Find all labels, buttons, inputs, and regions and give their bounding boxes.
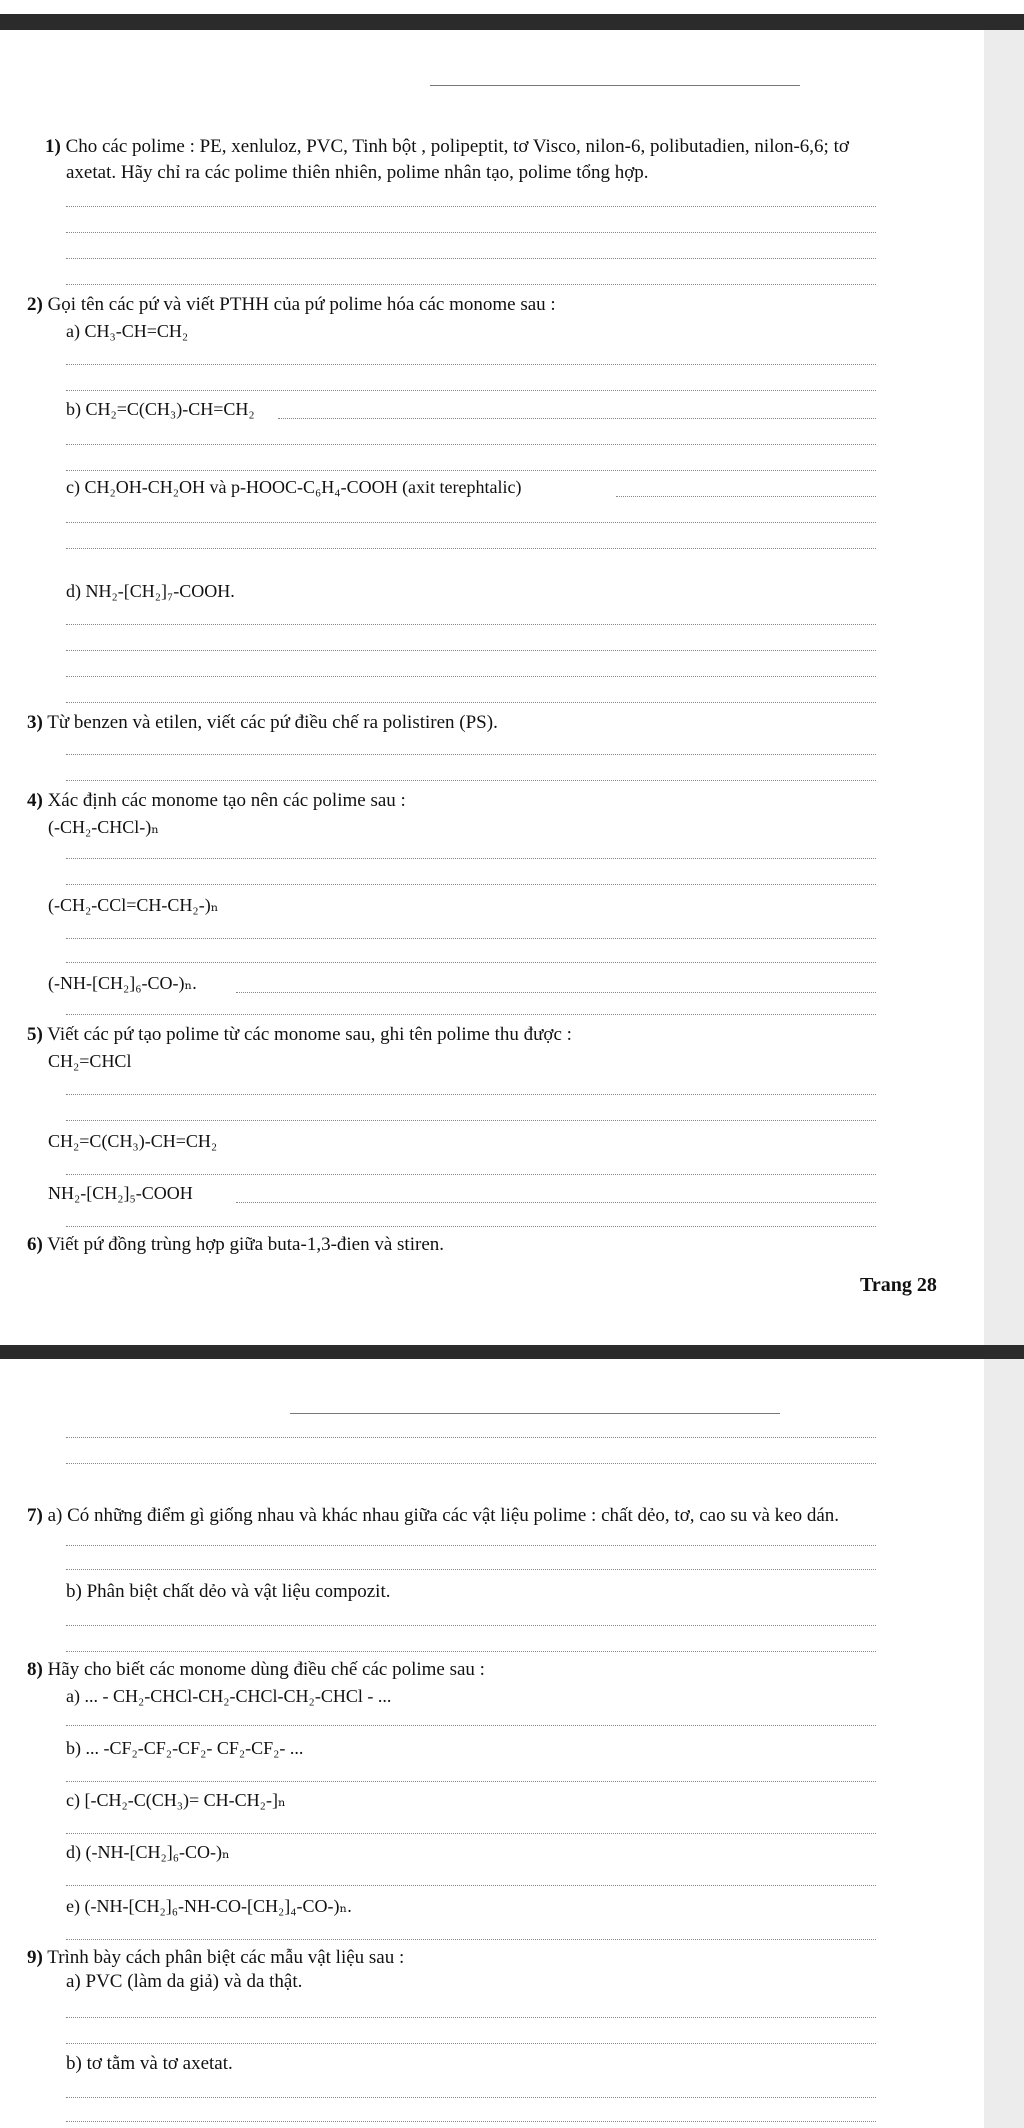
q4-item-c: (-NH-[CH₂]₆-CO-)ₙ. [48,973,197,993]
q4-item-b: (-CH₂-CCl=CH-CH₂-)ₙ [48,895,219,915]
answer-line [66,1569,876,1570]
page-number-footer: Trang 28 [860,1274,937,1296]
top-scan-edge [0,14,1024,30]
q9-item-b: b) tơ tằm và tơ axetat. [66,2053,233,2074]
q7-item-b: b) Phân biệt chất dẻo và vật liệu compozit. [66,1581,391,1602]
answer-line [66,1174,876,1175]
answer-line [616,496,876,497]
header-rule [290,1413,780,1414]
answer-line [66,938,876,939]
answer-line [66,2121,876,2122]
question-number: 2) [27,294,43,315]
answer-line [66,962,876,963]
answer-line [66,1226,876,1227]
question-7 [27,1505,839,1527]
scan-shadow-right [984,30,1024,1345]
answer-line [66,284,876,285]
q5-item-c: NH₂-[CH₂]₅-COOH [48,1183,193,1203]
answer-line [66,1725,876,1726]
q2-item-a: a) CH₃-CH=CH₂ [66,321,189,341]
answer-line [66,470,876,471]
q8-item-d: d) (-NH-[CH₂]₆-CO-)ₙ [66,1842,230,1862]
question-5 [27,1024,572,1046]
answer-line [66,232,876,233]
q8-item-e: e) (-NH-[CH₂]₆-NH-CO-[CH₂]₄-CO-)ₙ. [66,1896,352,1916]
header-rule [430,85,800,86]
question-text: Xác định các monome tạo nên các polime sau : [47,790,406,811]
answer-line [66,1094,876,1095]
question-2 [27,294,556,316]
page-separator-edge [0,1345,1024,1359]
answer-line [66,676,876,677]
answer-line [278,418,876,419]
answer-line [66,522,876,523]
question-8 [27,1659,485,1681]
question-number: 3) [27,712,43,733]
answer-line [66,444,876,445]
question-3 [27,712,498,734]
question-text: Viết các pứ tạo polime từ các monome sau, ghi tên polime thu được : [47,1024,572,1045]
q8-item-a: a) ... - CH₂-CHCl-CH₂-CHCl-CH₂-CHCl - ... [66,1686,392,1706]
question-number: 9) [27,1947,43,1968]
q2-item-b: b) CH₂=C(CH₃)-CH=CH₂ [66,399,255,419]
question-6 [27,1234,444,1256]
question-text: Viết pứ đồng trùng hợp giữa buta-1,3-đien và stiren. [47,1234,445,1255]
answer-line [66,1781,876,1782]
answer-line [66,1833,876,1834]
question-number: 8) [27,1659,43,1680]
answer-line [66,2043,876,2044]
answer-line [236,992,876,993]
question-text: a) Có những điểm gì giống nhau và khác nhau giữa các vật liệu polime : chất dẻo, tơ, cao su và keo dán. [47,1505,840,1526]
q2-item-d: d) NH₂-[CH₂]₇-COOH. [66,581,235,601]
answer-line [66,1625,876,1626]
q5-item-b: CH₂=C(CH₃)-CH=CH₂ [48,1131,218,1151]
question-number: 7) [27,1505,43,1526]
q4-item-a: (-CH₂-CHCl-)ₙ [48,817,160,837]
answer-line [66,1939,876,1940]
answer-line [66,1120,876,1121]
question-text: Gọi tên các pứ và viết PTHH của pứ polime hóa các monome sau : [47,294,556,315]
q8-item-b: b) ... -CF₂-CF₂-CF₂- CF₂-CF₂- ... [66,1738,304,1758]
question-text: Từ benzen và etilen, viết các pứ điều chế ra polistiren (PS). [47,712,498,733]
question-text: Hãy cho biết các monome dùng điều chế các polime sau : [47,1659,485,1680]
question-text: Cho các polime : PE, xenluloz, PVC, Tinh bột , polipeptit, tơ Visco, nilon-6, polibutadien, nilon-6,6; tơ [65,136,849,157]
question-text: Trình bày cách phân biệt các mẫu vật liệu sau : [47,1947,405,1968]
question-number: 5) [27,1024,43,1045]
question-number: 1) [45,136,61,157]
answer-line [66,2097,876,2098]
answer-line [66,780,876,781]
answer-line [66,1014,876,1015]
answer-line [66,2017,876,2018]
answer-line [66,858,876,859]
answer-line [66,650,876,651]
answer-line [66,624,876,625]
answer-line [66,1651,876,1652]
answer-line [236,1202,876,1203]
answer-line [66,258,876,259]
q9-item-a: a) PVC (làm da giả) và da thật. [66,1971,303,1992]
answer-line [66,884,876,885]
question-number: 4) [27,790,43,811]
answer-line [66,364,876,365]
scan-shadow-right [984,1359,1024,2128]
worksheet-page-2 [0,1345,1024,2128]
question-1 [45,136,849,158]
q8-item-c: c) [-CH₂-C(CH₃)= CH-CH₂-]ₙ [66,1790,286,1810]
answer-line [66,548,876,549]
question-1-line-2: axetat. Hãy chỉ ra các polime thiên nhiên, polime nhân tạo, polime tổng hợp. [66,162,649,183]
answer-line [66,1885,876,1886]
answer-line [66,1437,876,1438]
question-9 [27,1947,404,1969]
q2-item-c: c) CH₂OH-CH₂OH và p-HOOC-C₆H₄-COOH (axit terephtalic) [66,477,522,497]
question-4 [27,790,406,812]
answer-line [66,1463,876,1464]
answer-line [66,390,876,391]
answer-line [66,702,876,703]
question-number: 6) [27,1234,43,1255]
answer-line [66,1545,876,1546]
answer-line [66,206,876,207]
q5-item-a: CH₂=CHCl [48,1051,132,1071]
answer-line [66,754,876,755]
